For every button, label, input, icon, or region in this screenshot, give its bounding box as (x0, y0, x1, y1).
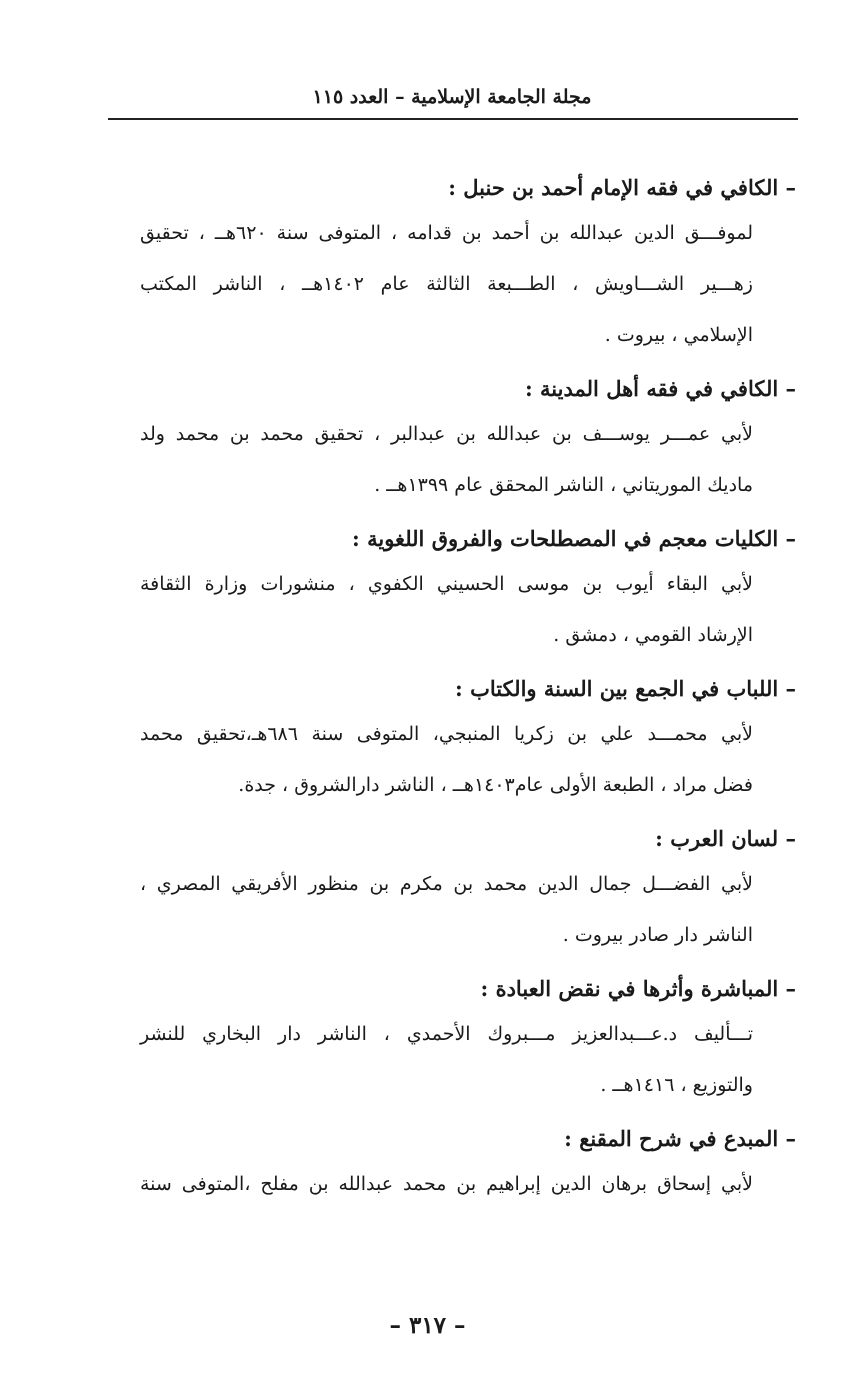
bibliography-entry (140, 819, 796, 961)
entry-line: لأبي محمـــد علي بن زكريا المنبجي، المتوفى سنة ٦٨٦هـ،تحقيق محمد (140, 723, 753, 745)
entry-line: لموفـــق الدين عبدالله بن أحمد بن قدامه ، المتوفى سنة ٦٢٠هــ ، تحقيق (140, 222, 754, 244)
bibliography-list (140, 160, 796, 1212)
entry-title: – لسان العرب : (655, 826, 796, 851)
entry-line: الإرشاد القومي ، دمشق . (553, 624, 753, 646)
bibliography-entry (140, 1119, 796, 1210)
entry-line: زهـــير الشـــاويش ، الطـــبعة الثالثة عام ١٤٠٢هــ ، الناشر المكتب (140, 273, 753, 295)
bibliography-entry (140, 168, 796, 361)
entry-line: الناشر دار صادر بيروت . (562, 924, 753, 946)
entry-line: فضل مراد ، الطبعة الأولى عام١٤٠٣هــ ، الناشر دارالشروق ، جدة. (238, 774, 753, 796)
entry-line: ماديك الموريتاني ، الناشر المحقق عام ١٣٩٩هــ . (374, 474, 753, 496)
journal-header: مجلة الجامعة الإسلامية – العدد ١١٥ (312, 86, 592, 108)
entry-line: الإسلامي ، بيروت . (604, 324, 753, 346)
bibliography-entry (140, 969, 796, 1111)
bibliography-entry (140, 669, 796, 811)
entry-title: – الكافي في فقه الإمام أحمد بن حنبل : (448, 175, 796, 200)
entry-line: لأبي البقاء أيوب بن موسى الحسيني الكفوي ، منشورات وزارة الثقافة (140, 573, 753, 595)
entry-line: لأبي إسحاق برهان الدين إبراهيم بن محمد عبدالله بن مفلح ،المتوفى سنة (140, 1173, 753, 1195)
entry-title: – المباشرة وأثرها في نقض العبادة : (480, 976, 796, 1001)
entry-title: – المبدع في شرح المقنع : (564, 1126, 796, 1151)
entry-line: والتوزيع ، ١٤١٦هــ . (600, 1074, 753, 1096)
entry-title: – الكافي في فقه أهل المدينة : (524, 376, 796, 401)
header-divider (108, 118, 798, 120)
entry-line: تـــأليف د.عـــبدالعزيز مـــبروك الأحمدي ، الناشر دار البخاري للنشر (140, 1023, 753, 1045)
entry-title: – الكليات معجم في المصطلحات والفروق اللغوية : (352, 526, 796, 551)
entry-title: – اللباب في الجمع بين السنة والكتاب : (455, 676, 796, 701)
entry-line: لأبي الفضـــل جمال الدين محمد بن مكرم بن منظور الأفريقي المصري ، (140, 873, 753, 895)
entry-line: لأبي عمـــر يوســـف بن عبدالله بن عبدالبر ، تحقيق محمد بن محمد ولد (140, 423, 753, 445)
bibliography-entry (140, 519, 796, 661)
page-number: – ٣١٧ – (389, 1312, 466, 1339)
bibliography-entry (140, 369, 796, 511)
